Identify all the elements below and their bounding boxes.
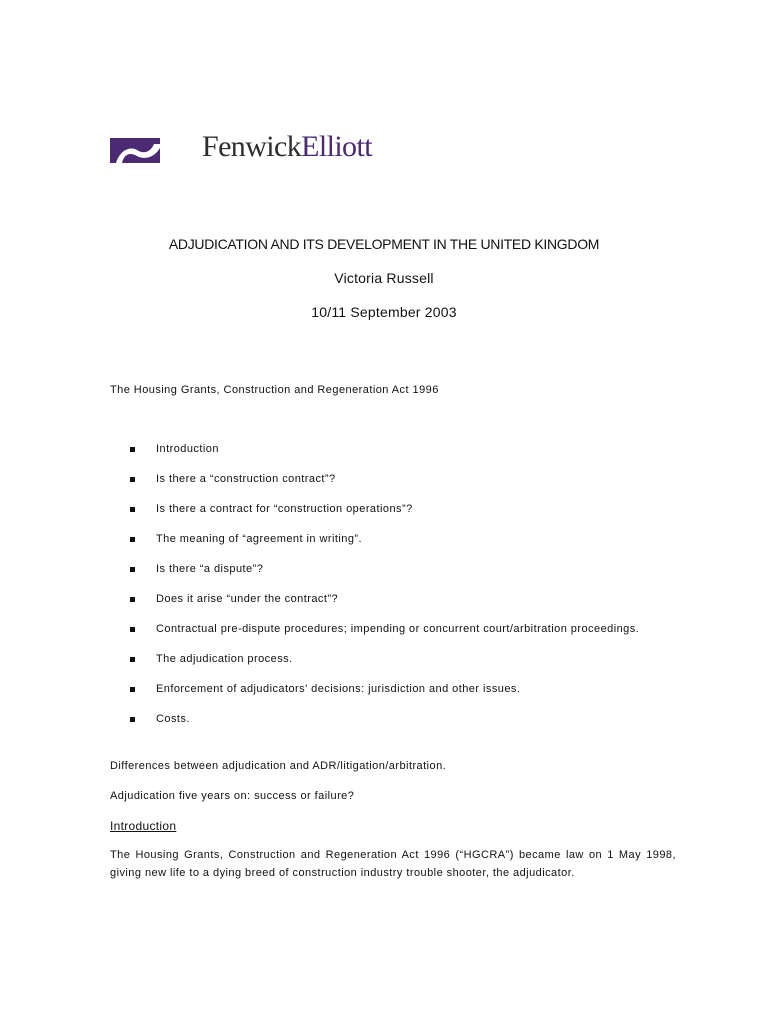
list-item: Introduction	[130, 441, 676, 458]
list-item: Contractual pre-dispute procedures; impending or concurrent court/arbitration proceedings.	[130, 621, 676, 638]
list-item: Is there “a dispute”?	[130, 561, 676, 578]
square-bullet-icon	[130, 687, 135, 692]
document-date: 10/11 September 2003	[311, 304, 457, 320]
logo-wordmark	[202, 130, 372, 164]
list-item: Is there a contract for “construction operations”?	[130, 501, 676, 518]
list-item: Enforcement of adjudicators' decisions: jurisdiction and other issues.	[130, 681, 676, 698]
square-bullet-icon	[130, 627, 135, 632]
logo-word-fenwick: Fenwick	[202, 130, 302, 163]
square-bullet-icon	[130, 507, 135, 512]
square-bullet-icon	[130, 657, 135, 662]
list-item: Costs.	[130, 711, 676, 728]
square-bullet-icon	[130, 537, 135, 542]
list-item: The meaning of “agreement in writing”.	[130, 531, 676, 548]
document-author: Victoria Russell	[334, 270, 434, 286]
introduction-paragraph: The Housing Grants, Construction and Regeneration Act 1996 (“HGCRA”) became law on 1 May 1998, giving new life to a dying breed of construction industry trouble shooter, the adjudicator.	[110, 849, 676, 879]
document-title: ADJUDICATION AND ITS DEVELOPMENT IN THE UNITED KINGDOM	[168, 236, 600, 252]
section-heading-introduction: Introduction	[110, 819, 177, 833]
act-heading: The Housing Grants, Construction and Regeneration Act 1996	[110, 384, 439, 396]
square-bullet-icon	[130, 717, 135, 722]
list-item: Is there a “construction contract”?	[130, 471, 676, 488]
square-bullet-icon	[130, 597, 135, 602]
logo-word-elliott: Elliott	[301, 130, 372, 163]
square-bullet-icon	[130, 567, 135, 572]
five-years-line: Adjudication five years on: success or failure?	[110, 790, 355, 802]
square-bullet-icon	[130, 447, 135, 452]
contents-list	[130, 441, 676, 741]
logo-mark-icon	[110, 138, 160, 163]
square-bullet-icon	[130, 477, 135, 482]
list-item: The adjudication process.	[130, 651, 676, 668]
differences-line: Differences between adjudication and ADR/litigation/arbitration.	[110, 760, 447, 772]
list-item: Does it arise “under the contract”?	[130, 591, 676, 608]
